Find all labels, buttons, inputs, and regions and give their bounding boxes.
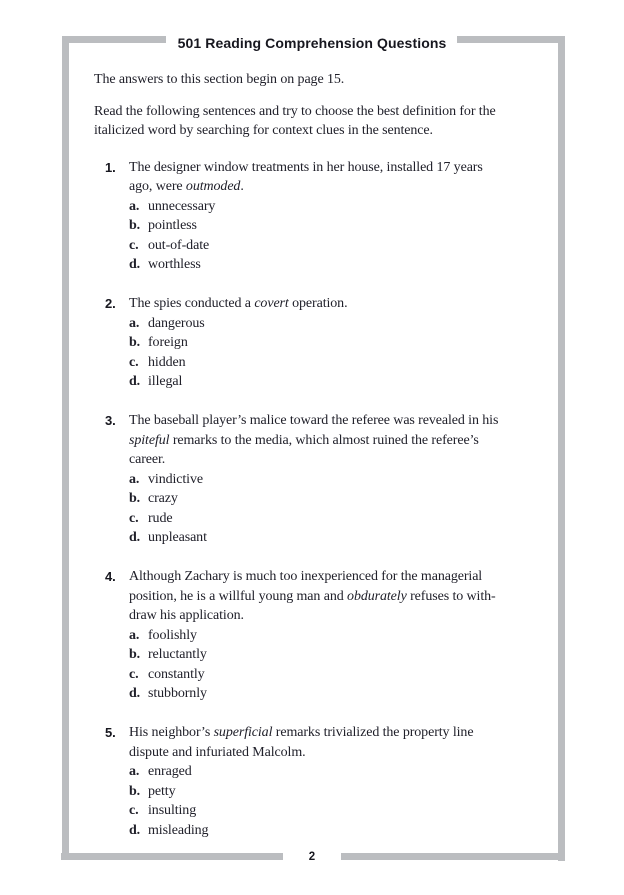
- option-row: [129, 801, 473, 821]
- option-row: [129, 821, 473, 841]
- option-letter: a.: [129, 764, 140, 779]
- italic-word: covert: [254, 296, 289, 311]
- option-row: [129, 255, 483, 275]
- option-text: foreign: [148, 335, 188, 350]
- option-row: [129, 470, 498, 490]
- page-header-title: 501 Reading Comprehension Questions: [177, 35, 447, 51]
- option-text: out-of-date: [148, 237, 210, 253]
- option-text: insulting: [148, 803, 197, 818]
- option-text: constantly: [148, 666, 205, 682]
- question-body: [129, 411, 498, 548]
- question-text-line: ago, were outmoded.: [129, 179, 244, 194]
- option-letter: d.: [129, 822, 141, 838]
- question-text-line: position, he is a willful young man and obdurately refuses to with-: [129, 588, 496, 604]
- question-body: [129, 723, 473, 840]
- option-letter: d.: [129, 530, 141, 545]
- frame-left-bar: [62, 43, 69, 853]
- option-row: [129, 509, 498, 529]
- italic-word: outmoded: [185, 179, 241, 194]
- option-row: [129, 314, 347, 334]
- option-text: stubbornly: [148, 686, 207, 701]
- option-text: hidden: [148, 354, 186, 370]
- question-text-line: The spies conducted a covert operation.: [129, 296, 348, 311]
- option-text: worthless: [148, 257, 201, 272]
- question-text-line: The designer window treatments in her house, installed 17 years: [129, 159, 483, 175]
- option-letter: a.: [129, 471, 140, 487]
- option-letter: d.: [129, 374, 141, 389]
- answers-note: [94, 70, 584, 90]
- option-row: [129, 782, 473, 802]
- question-body: [129, 158, 483, 275]
- question-text-line: His neighbor’s superficial remarks trivialized the property line: [129, 725, 474, 740]
- option-row: [129, 333, 347, 353]
- option-letter: a.: [129, 198, 140, 214]
- question-text-line: career.: [129, 452, 166, 467]
- option-text: rude: [148, 510, 173, 526]
- instructions-line: Read the following sentences and try to choose the best definition for the: [94, 103, 496, 119]
- option-letter: b.: [129, 491, 141, 506]
- option-letter: b.: [129, 218, 141, 233]
- question-list: [94, 158, 584, 841]
- option-text: unnecessary: [148, 198, 216, 214]
- question-number: 5.: [105, 725, 116, 740]
- answers-note-line: The answers to this section begin on page 15.: [94, 72, 345, 87]
- option-letter: d.: [129, 257, 141, 272]
- option-letter: c.: [129, 803, 139, 818]
- page-number: 2: [308, 851, 316, 863]
- option-letter: c.: [129, 510, 139, 526]
- option-text: vindictive: [148, 471, 203, 487]
- option-row: [129, 528, 498, 548]
- question-number: 2.: [105, 296, 116, 311]
- option-letter: a.: [129, 627, 140, 643]
- option-text: misleading: [148, 822, 209, 838]
- question-text-line: draw his application.: [129, 608, 244, 623]
- option-text: illegal: [148, 374, 183, 389]
- option-row: [129, 197, 483, 217]
- question-number: 1.: [105, 159, 116, 175]
- question-text-line: dispute and infuriated Malcolm.: [129, 744, 306, 760]
- question-text-line: The baseball player’s malice toward the referee was revealed in his: [129, 413, 499, 428]
- option-row: [129, 762, 473, 782]
- instructions-paragraph: [94, 102, 584, 141]
- question-item: [94, 294, 584, 392]
- option-row: [129, 645, 496, 665]
- question-text-line: Although Zachary is much too inexperienced for the managerial: [129, 569, 483, 584]
- question-number: 3.: [105, 413, 116, 428]
- question-item: [94, 158, 584, 275]
- question-text-line: spiteful remarks to the media, which almost ruined the referee’s: [129, 432, 479, 448]
- option-row: [129, 353, 347, 373]
- option-text: dangerous: [148, 315, 205, 331]
- question-body: [129, 294, 347, 392]
- option-letter: c.: [129, 666, 139, 682]
- option-row: [129, 236, 483, 256]
- instructions-line: italicized word by searching for context clues in the sentence.: [94, 123, 433, 138]
- option-text: enraged: [148, 764, 192, 779]
- option-text: pointless: [148, 218, 197, 233]
- question-body: [129, 567, 496, 704]
- option-letter: b.: [129, 335, 141, 350]
- option-letter: b.: [129, 647, 141, 662]
- option-text: crazy: [148, 491, 178, 506]
- option-row: [129, 372, 347, 392]
- italic-word: obdurately: [347, 588, 407, 604]
- question-item: [94, 411, 584, 548]
- option-row: [129, 216, 483, 236]
- question-item: [94, 723, 584, 840]
- option-letter: c.: [129, 237, 139, 253]
- option-text: petty: [148, 783, 176, 799]
- option-letter: c.: [129, 354, 139, 370]
- question-number: 4.: [105, 569, 116, 584]
- option-letter: d.: [129, 686, 141, 701]
- page-content: [94, 70, 584, 860]
- question-item: [94, 567, 584, 704]
- option-letter: a.: [129, 315, 140, 331]
- option-row: [129, 684, 496, 704]
- option-text: unpleasant: [148, 530, 207, 545]
- option-text: foolishly: [148, 627, 197, 643]
- option-row: [129, 626, 496, 646]
- italic-word: superficial: [213, 725, 273, 740]
- italic-word: spiteful: [129, 432, 170, 448]
- option-letter: b.: [129, 783, 141, 799]
- option-row: [129, 665, 496, 685]
- option-row: [129, 489, 498, 509]
- option-text: reluctantly: [148, 647, 207, 662]
